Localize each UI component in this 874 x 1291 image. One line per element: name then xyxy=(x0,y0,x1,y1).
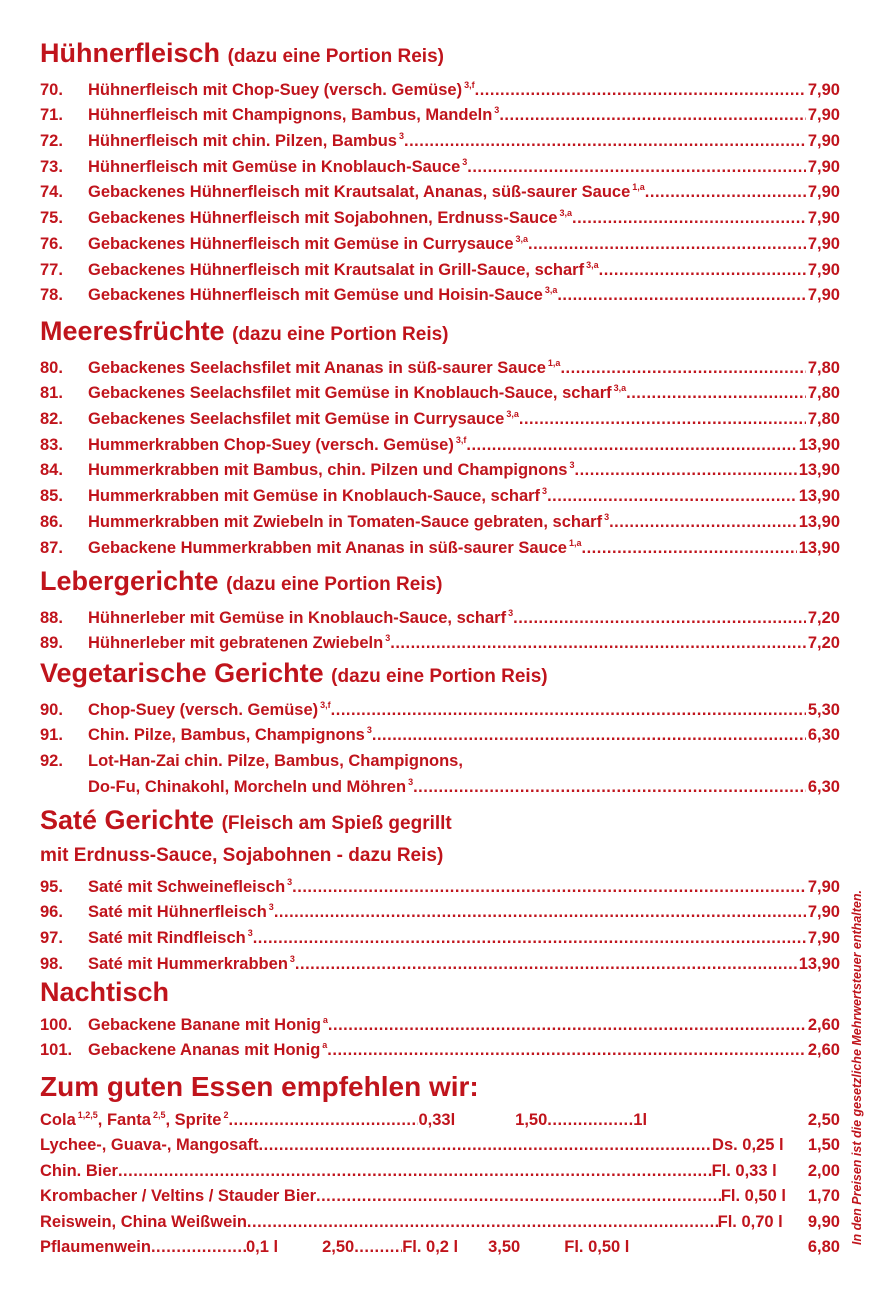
menu-item xyxy=(40,720,840,746)
item-number: 77. xyxy=(40,260,63,279)
item-name: Chin. Pilze, Bambus, Champignons $^3$ xyxy=(88,725,372,745)
section-title: Hühnerfleisch (dazu eine Portion Reis) xyxy=(40,38,444,68)
price: 7,90 xyxy=(807,132,840,151)
item-name: Hummerkrabben mit Zwiebeln in Tomaten-Sauce gebraten, scharf $^3$ xyxy=(88,511,610,531)
item-name: Hühnerleber mit gebratenen Zwiebeln $^3$ xyxy=(88,633,391,653)
size: 0,33l xyxy=(418,1110,456,1129)
menu-item xyxy=(40,1009,840,1035)
item-name: Hühnerfleisch mit chin. Pilzen, Bambus $^3$ xyxy=(88,131,404,151)
menu-item xyxy=(40,871,840,897)
price: 3,50 xyxy=(488,1238,521,1256)
section-lebergerichte xyxy=(40,564,840,653)
item-number: 88. xyxy=(40,608,63,627)
item-number: 96. xyxy=(40,903,63,922)
menu-item xyxy=(40,125,840,151)
price: 6,80 xyxy=(807,1238,840,1256)
price: 6,30 xyxy=(807,726,840,745)
menu-item xyxy=(40,480,840,506)
drink-name: Chin. Bier xyxy=(40,1161,118,1180)
price: 7,20 xyxy=(807,634,840,653)
section-note: (dazu eine Portion Reis) xyxy=(226,574,443,595)
leader-dots xyxy=(499,106,806,125)
vat-note: In den Preisen ist die gesetzliche Mehrwertsteuer enthalten. xyxy=(850,890,864,1245)
allergen-codes: 3 xyxy=(289,953,295,964)
section-getraenke xyxy=(40,1070,840,1257)
item-number: 76. xyxy=(40,234,63,253)
price: 1,70 xyxy=(807,1187,840,1205)
price: 9,90 xyxy=(807,1212,840,1231)
allergen-codes: 1,a xyxy=(568,537,582,548)
leader-dots xyxy=(354,1238,402,1257)
menu-item xyxy=(40,403,840,429)
allergen-codes: 3,a xyxy=(613,383,627,394)
section-title: Nachtisch xyxy=(40,977,170,1007)
price: 7,90 xyxy=(807,209,840,228)
section-note: (Fleisch am Spieß gegrillt xyxy=(221,813,452,834)
menu-item xyxy=(40,378,840,404)
menu-item xyxy=(40,455,840,481)
allergen-codes: a xyxy=(322,1014,328,1025)
section-note: (dazu eine Portion Reis) xyxy=(331,666,548,687)
price: 2,50 xyxy=(807,1110,840,1129)
price: 6,30 xyxy=(807,777,840,796)
item-number: 95. xyxy=(40,877,63,896)
allergen-codes: 3 xyxy=(247,928,253,939)
price: 2,60 xyxy=(807,1015,840,1034)
price: 13,90 xyxy=(798,487,840,506)
item-name: Saté mit Schweinefleisch $^3$ xyxy=(88,876,293,896)
price: 2,60 xyxy=(807,1041,840,1060)
item-name: Gebackenes Hühnerfleisch mit Krautsalat in Grill-Sauce, scharf $^{3,a}$ xyxy=(88,259,599,279)
leader-dots xyxy=(228,1111,418,1130)
item-number: 85. xyxy=(40,487,63,506)
price: 1,50 xyxy=(515,1110,548,1129)
price: 13,90 xyxy=(798,461,840,480)
item-name: Hühnerfleisch mit Champignons, Bambus, Mandeln $^3$ xyxy=(88,105,500,125)
price: 7,20 xyxy=(807,608,840,627)
drink-row-pflaumenwein: Pflaumenwein ..... 0,1 l 2,50 ..... Fl. 0,2 l 3,50 Fl. 0,50 l 6,80 xyxy=(40,1232,840,1258)
section-title: Zum guten Essen empfehlen wir: xyxy=(40,1071,479,1102)
menu-item-92-cont: Do-Fu, Chinakohl, Morcheln und Möhren $^3$ ..... 6,30 xyxy=(40,771,840,797)
drink-row xyxy=(40,1206,840,1232)
price: 7,80 xyxy=(807,410,840,429)
allergen-codes: 3 xyxy=(287,876,293,887)
item-number: 90. xyxy=(40,700,63,719)
menu-item xyxy=(40,151,840,177)
item-name: Chop-Suey (versch. Gemüse) $^{3,f}$ xyxy=(88,699,331,719)
menu-item xyxy=(40,280,840,306)
item-name: Gebackenes Hühnerfleisch mit Krautsalat, Ananas, süß-saurer Sauce $^{1,a}$ xyxy=(88,182,645,202)
allergen-codes: 1,a xyxy=(632,182,645,193)
item-name: Hummerkrabben mit Gemüse in Knoblauch-Sauce, scharf $^3$ xyxy=(88,486,548,506)
price: 7,90 xyxy=(807,877,840,896)
leader-dots xyxy=(626,384,806,403)
allergen-codes: 3 xyxy=(542,486,548,497)
item-number: 87. xyxy=(40,538,63,557)
leader-dots xyxy=(274,903,806,922)
allergen-codes: 3 xyxy=(398,131,404,142)
menu-item xyxy=(40,228,840,254)
size: Fl. 0,70 l xyxy=(717,1212,783,1231)
price: 1,50 xyxy=(807,1136,840,1154)
menu-item xyxy=(40,532,840,558)
price: 7,80 xyxy=(807,358,840,377)
item-number: 83. xyxy=(40,435,63,454)
item-name: Gebackene Hummerkrabben mit Ananas in süß-saurer Sauce $^{1,a}$ xyxy=(88,537,582,557)
leader-dots xyxy=(259,1136,713,1155)
menu-item xyxy=(40,100,840,126)
price: 7,90 xyxy=(807,929,840,948)
item-name: Gebackenes Hühnerfleisch mit Gemüse in Currysauce $^{3,a}$ xyxy=(88,233,529,253)
leader-dots xyxy=(513,609,806,628)
price: 7,90 xyxy=(807,106,840,125)
leader-dots xyxy=(390,634,806,653)
menu-item xyxy=(40,1035,840,1061)
leader-dots xyxy=(247,1213,718,1232)
allergen-codes: 3,a xyxy=(544,285,558,296)
price: 2,00 xyxy=(807,1161,840,1180)
drink-name: Krombacher / Veltins / Stauder Bier xyxy=(40,1187,317,1205)
item-name: Gebackenes Seelachsfilet mit Gemüse in Currysauce $^{3,a}$ xyxy=(88,409,519,429)
size: Fl. 0,33 l xyxy=(711,1161,777,1180)
section-note: (dazu eine Portion Reis) xyxy=(227,46,444,67)
item-number: 73. xyxy=(40,157,63,176)
item-number: 75. xyxy=(40,209,63,228)
leader-dots xyxy=(372,726,806,745)
leader-dots xyxy=(599,261,806,280)
price: 7,90 xyxy=(807,903,840,922)
leader-dots xyxy=(118,1162,712,1181)
item-name: Gebackenes Seelachsfilet mit Ananas in süß-saurer Sauce $^{1,a}$ xyxy=(88,357,561,377)
price: 13,90 xyxy=(798,954,840,973)
menu-item xyxy=(40,254,840,280)
item-number: 72. xyxy=(40,132,63,151)
item-number: 91. xyxy=(40,726,63,745)
allergen-codes: 3,a xyxy=(559,208,572,219)
menu-item xyxy=(40,694,840,720)
leader-dots xyxy=(557,286,806,305)
allergen-codes: 3,a xyxy=(586,259,599,270)
section-note: (dazu eine Portion Reis) xyxy=(232,324,449,345)
leader-dots xyxy=(547,487,797,506)
leader-dots xyxy=(609,513,797,532)
drink-name: Lychee-, Guava-, Mangosaft xyxy=(40,1136,259,1154)
leader-dots xyxy=(331,701,806,720)
item-number: 98. xyxy=(40,954,63,973)
section-meeresfruechte xyxy=(40,314,840,558)
item-name: Gebackene Ananas mit Honig $^a$ xyxy=(88,1040,328,1060)
allergen-codes: 3 xyxy=(268,902,274,913)
menu-item xyxy=(40,352,840,378)
size: Fl. 0,50 l xyxy=(720,1187,786,1205)
item-number: 97. xyxy=(40,929,63,948)
allergen-codes: 3 xyxy=(462,156,468,167)
size: Fl. 0,2 l xyxy=(402,1238,459,1256)
allergen-codes: 3,a xyxy=(515,233,529,244)
leader-dots xyxy=(253,929,806,948)
allergen-codes: 1,a xyxy=(547,357,561,368)
price: 13,90 xyxy=(798,512,840,531)
drink-row xyxy=(40,1181,840,1207)
menu-item xyxy=(40,74,840,100)
price: 7,90 xyxy=(807,80,840,99)
leader-dots xyxy=(528,235,806,254)
price: 13,90 xyxy=(798,435,840,454)
leader-dots xyxy=(327,1041,806,1060)
drink-name: Reiswein, China Weißwein xyxy=(40,1212,247,1231)
allergen-codes: a xyxy=(322,1040,328,1051)
leader-dots xyxy=(466,436,796,455)
section-title: Saté Gerichte (Fleisch am Spieß gegrillt xyxy=(40,805,452,835)
item-number: 71. xyxy=(40,106,63,125)
item-name: Hühnerfleisch mit Chop-Suey (versch. Gemüse) $^{3,f}$ xyxy=(88,79,475,99)
menu-item xyxy=(40,506,840,532)
size: 1l xyxy=(633,1110,648,1129)
item-number: 70. xyxy=(40,80,63,99)
leader-dots xyxy=(582,539,797,558)
item-name: Gebackenes Hühnerfleisch mit Sojabohnen, Erdnuss-Sauce $^{3,a}$ xyxy=(88,208,572,228)
item-number: 78. xyxy=(40,286,63,305)
item-number: 101. xyxy=(40,1041,73,1060)
leader-dots xyxy=(475,81,806,100)
drink-row-softdrinks: Cola $^{1,2,5}$, Fanta $^{2,5}$, Sprite $^2$ ..... 0,33l 1,50 ..... 1l 2,50 xyxy=(40,1104,840,1130)
size: Fl. 0,50 l xyxy=(564,1238,630,1256)
section-note-line2: mit Erdnuss-Sauce, Sojabohnen - dazu Reis) xyxy=(40,845,444,866)
menu-item xyxy=(40,922,840,948)
item-number: 89. xyxy=(40,634,63,653)
section-title: Meeresfrüchte (dazu eine Portion Reis) xyxy=(40,316,449,346)
item-number: 86. xyxy=(40,512,63,531)
size: Ds. 0,25 l xyxy=(712,1136,784,1154)
menu-item xyxy=(40,602,840,628)
leader-dots xyxy=(292,878,806,897)
menu-item xyxy=(40,202,840,228)
item-number: 84. xyxy=(40,461,63,480)
allergen-codes: 3 xyxy=(366,725,372,736)
leader-dots xyxy=(413,778,806,797)
item-name: Saté mit Rindfleisch $^3$ xyxy=(88,928,253,948)
leader-dots xyxy=(328,1016,806,1035)
leader-dots xyxy=(151,1238,246,1257)
item-name: Gebackenes Seelachsfilet mit Gemüse in Knoblauch-Sauce, scharf $^{3,a}$ xyxy=(88,383,627,403)
menu-item xyxy=(40,628,840,654)
price: 7,90 xyxy=(807,286,840,305)
allergen-codes: 3,f xyxy=(464,79,475,90)
item-number: 81. xyxy=(40,384,63,403)
allergen-codes: 3,f xyxy=(455,434,467,445)
item-name: Hummerkrabben mit Bambus, chin. Pilzen und Champignons $^3$ xyxy=(88,460,575,480)
section-vegetarisch xyxy=(40,656,840,797)
allergen-codes: 3 xyxy=(508,607,514,618)
item-name: Hühnerfleisch mit Gemüse in Knoblauch-Sauce $^3$ xyxy=(88,156,468,176)
size: 0,1 l xyxy=(245,1238,279,1256)
menu-item xyxy=(40,948,840,974)
item-name: Saté mit Hühnerfleisch $^3$ xyxy=(88,902,274,922)
price: 5,30 xyxy=(807,700,840,719)
item-name: Hühnerleber mit Gemüse in Knoblauch-Sauce, scharf $^3$ xyxy=(88,607,514,627)
price: 7,90 xyxy=(807,183,840,202)
price: 2,50 xyxy=(322,1238,355,1256)
menu-item xyxy=(40,429,840,455)
item-number: 80. xyxy=(40,358,63,377)
section-sate xyxy=(40,803,840,974)
leader-dots xyxy=(467,158,806,177)
item-number: 82. xyxy=(40,410,63,429)
price: 13,90 xyxy=(798,538,840,557)
menu-item-92: 92. Lot-Han-Zai chin. Pilze, Bambus, Champignons, xyxy=(40,752,463,771)
leader-dots xyxy=(316,1187,721,1206)
leader-dots xyxy=(295,955,797,974)
allergen-codes: 3 xyxy=(494,105,500,116)
allergen-codes: 3 xyxy=(604,511,610,522)
item-number: 100. xyxy=(40,1015,73,1034)
drink-row xyxy=(40,1155,840,1181)
leader-dots xyxy=(560,359,805,378)
allergen-codes: 3,f xyxy=(320,699,331,710)
item-number: 74. xyxy=(40,183,63,202)
item-name: Saté mit Hummerkrabben $^3$ xyxy=(88,953,295,973)
menu-item xyxy=(40,897,840,923)
allergen-codes: 3 xyxy=(569,460,575,471)
item-name: Hummerkrabben Chop-Suey (versch. Gemüse) $^{3,f}$ xyxy=(88,434,467,454)
leader-dots xyxy=(575,461,797,480)
leader-dots xyxy=(547,1111,633,1130)
drink-row xyxy=(40,1130,840,1156)
item-name: Gebackenes Hühnerfleisch mit Gemüse und Hoisin-Sauce $^{3,a}$ xyxy=(88,285,558,305)
menu-item xyxy=(40,177,840,203)
allergen-codes: 3,a xyxy=(506,409,519,420)
item-name: Gebackene Banane mit Honig $^a$ xyxy=(88,1014,328,1034)
price: 7,90 xyxy=(807,157,840,176)
allergen-codes: 3 xyxy=(385,633,391,644)
price: 7,90 xyxy=(807,234,840,253)
leader-dots xyxy=(645,183,806,202)
section-title: Lebergerichte (dazu eine Portion Reis) xyxy=(40,566,443,596)
section-nachtisch xyxy=(40,975,840,1060)
section-huehnerfleisch xyxy=(40,36,840,305)
leader-dots xyxy=(572,209,806,228)
leader-dots xyxy=(519,410,806,429)
price: 7,80 xyxy=(807,384,840,403)
price: 7,90 xyxy=(807,260,840,279)
leader-dots xyxy=(404,132,806,151)
section-title: Vegetarische Gerichte (dazu eine Portion Reis) xyxy=(40,658,548,688)
